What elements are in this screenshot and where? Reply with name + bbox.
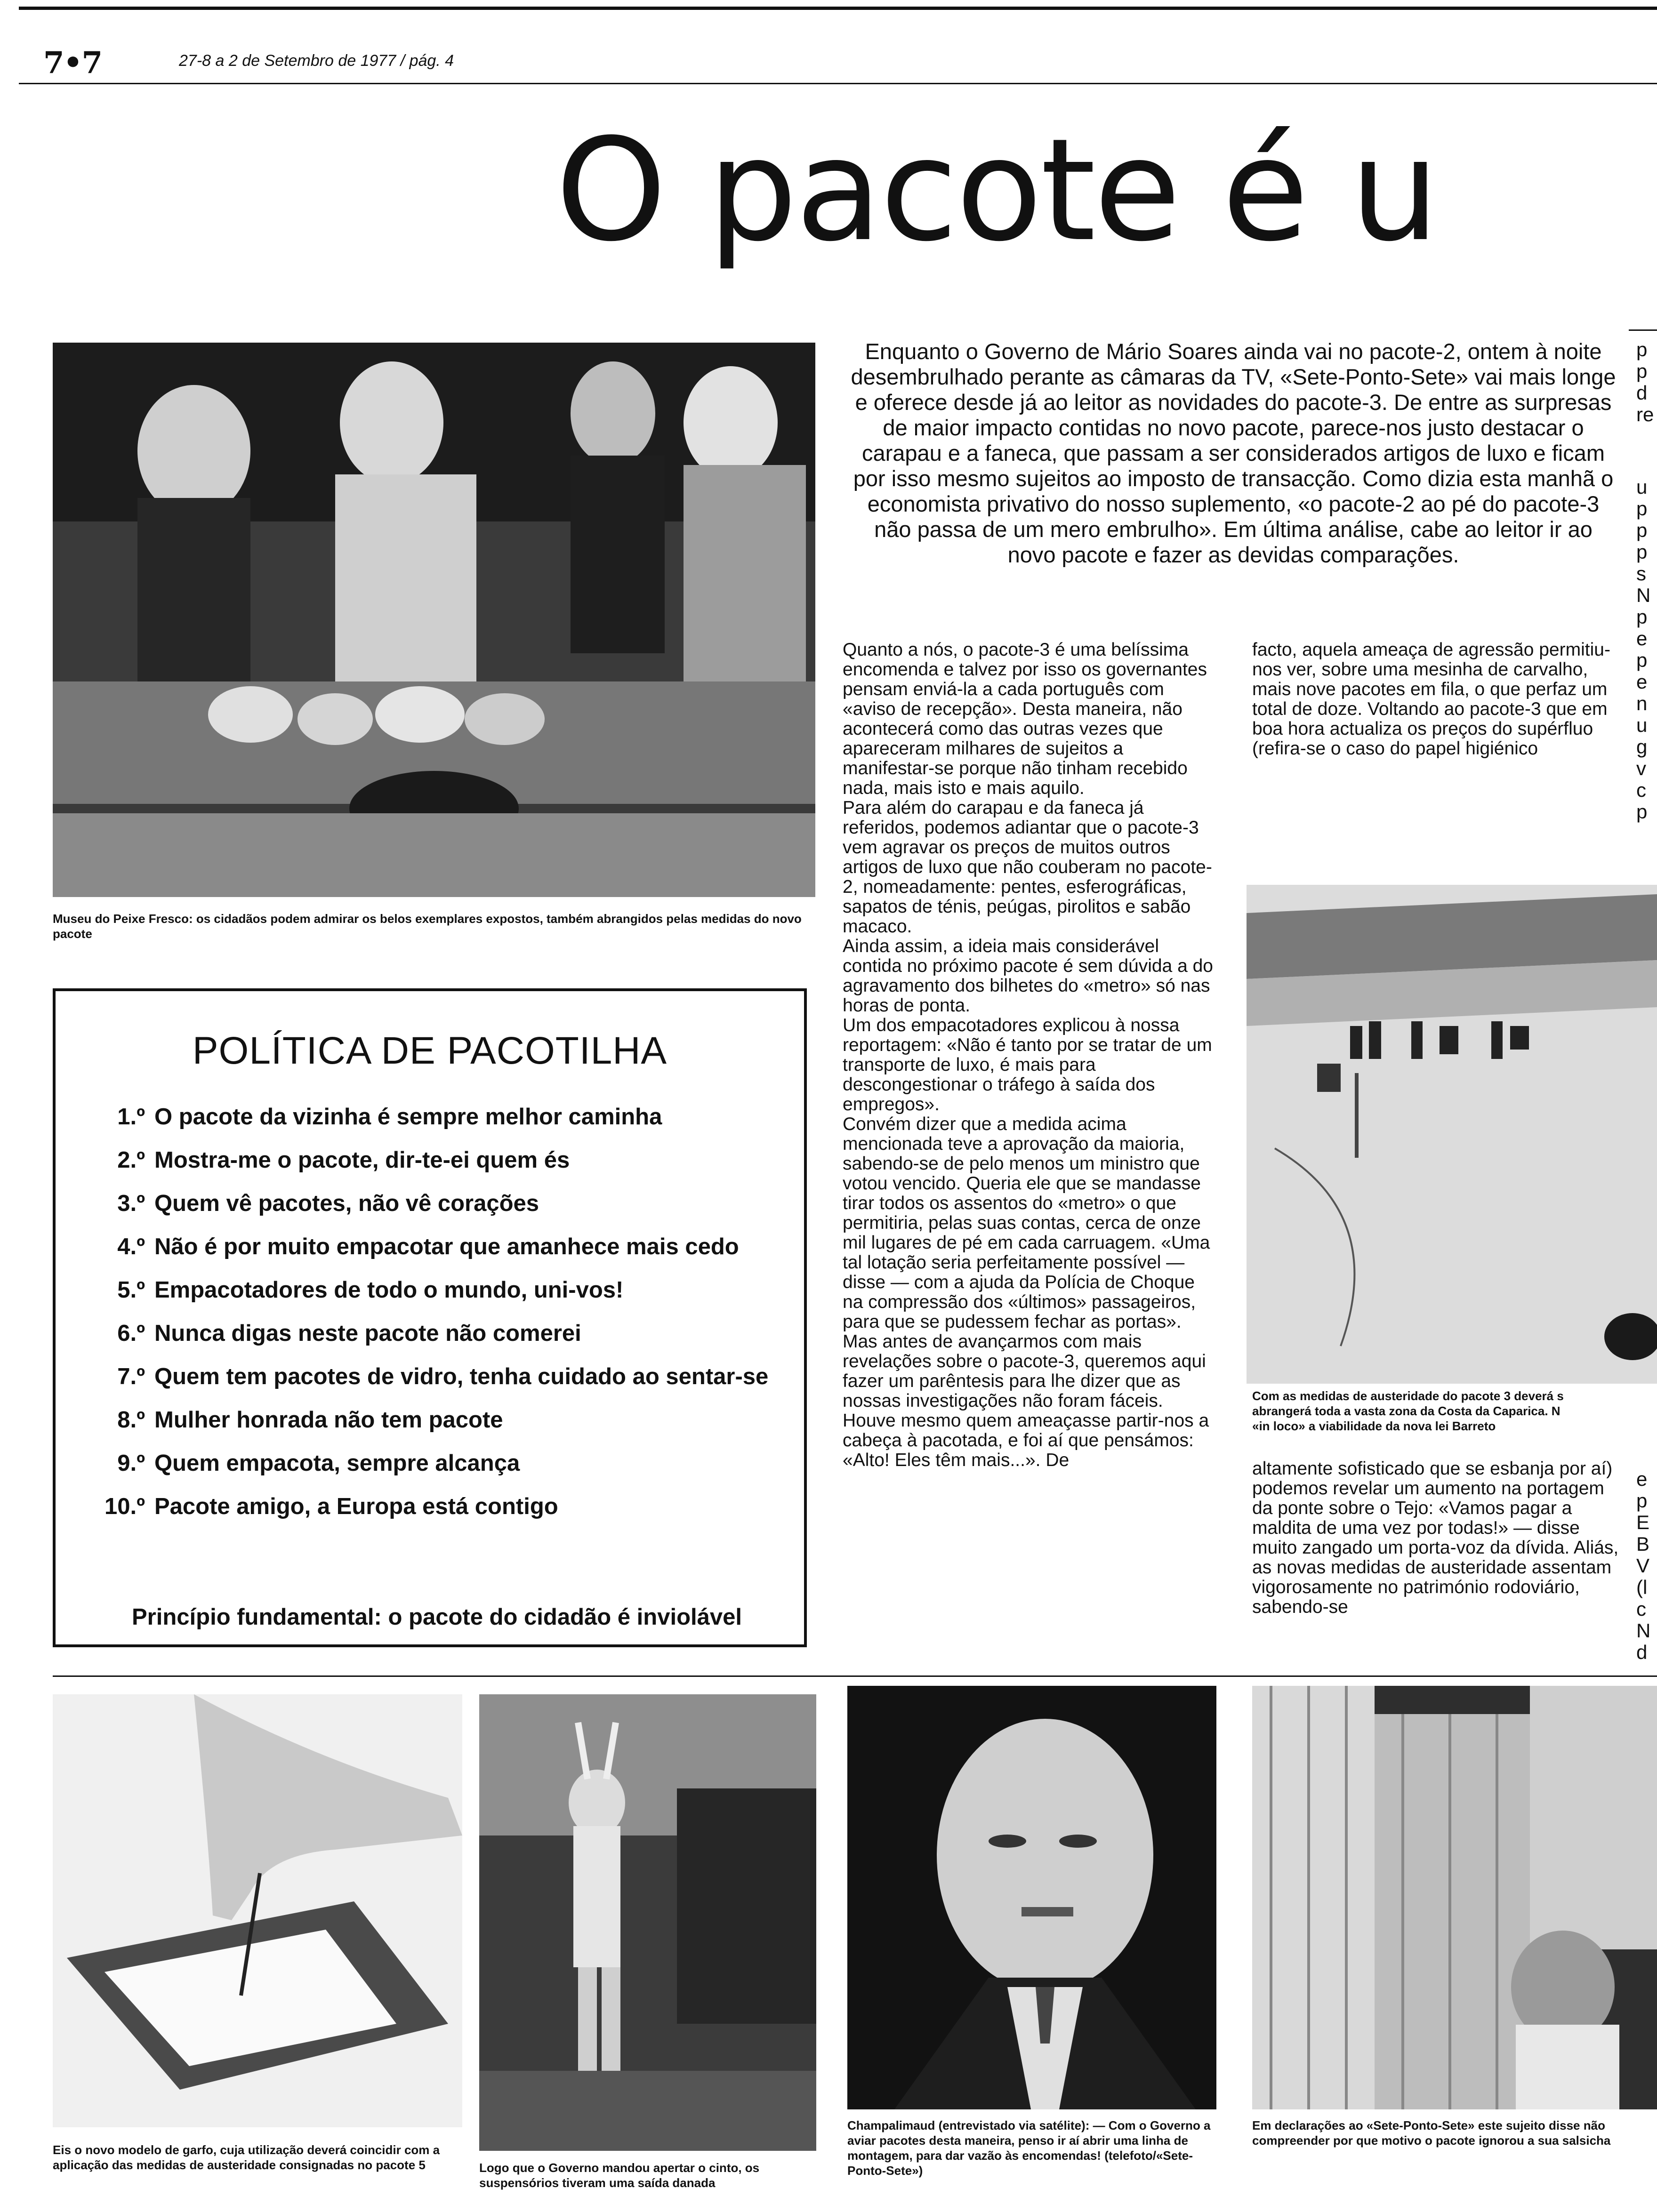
article-paragraph: Um dos empacotadores explicou à nossa reportagem: «Não é tanto por se tratar de um transporte de luxo, é mais para descongestionar o tráfego à saída dos empregos». [843,1015,1212,1114]
rule-number: 7.º [117,1364,145,1389]
article-column-2-top: facto, aquela ameaça de agressão permitiu-nos ver, sobre uma mesinha de carvalho, mais nove pacotes em fila, o que perfaz um total de doze. Voltando ao pacote-3 que em boa hora actualiza os preços do supérfluo (refira-se o caso do papel higiénico [1252,640,1610,759]
edge-letter: p [1636,497,1648,520]
edge-column-middle [1636,476,1657,823]
sausage-photo [1252,1686,1657,2109]
edge-letter: p [1636,360,1648,382]
rule-number: 4.º [117,1234,145,1259]
rule-text: Mostra-me o pacote, dir-te-ei quem és [154,1147,570,1173]
champalimaud-caption: Champalimaud (entrevistado via satélite): — Com o Governo a aviar pacotes desta maneira, penso ir aí abrir uma linha de montagem, para dar vazão às encomendas! (telefoto/«Sete-Ponto-Sete») [847,2118,1211,2178]
headline: O pacote é u [555,108,1438,272]
edge-letter: e [1636,671,1648,693]
box-title: POLÍTICA DE PACOTILHA [192,1029,668,1072]
rule-text: Não é por muito empacotar que amanhece mais cedo [154,1234,739,1259]
rule-number: 6.º [117,1321,145,1346]
edge-letter: (l [1636,1576,1648,1598]
edge-letter: V [1636,1555,1650,1577]
edge-letter: p [1636,519,1648,541]
beach-caption-line: Com as medidas de austeridade do pacote 3 deverá s [1252,1389,1564,1403]
article-column-2-bottom: altamente sofisticado que se esbanja por aí) podemos revelar um aumento na portagem da ponte sobre o Tejo: «Vamos pagar a maldita de uma vez por todas!» — disse muito zangado um porta-voz da dívida. Aliás, as novas medidas de austeridade assentam vigorosamente no património rodoviário, sabendo-se [1252,1459,1619,1617]
article-intro: Enquanto o Governo de Mário Soares ainda vai no pacote-2, ontem à noite desembrulhado perante as câmaras da TV, «Sete-Ponto-Sete» vai mais longe e oferece desde já ao leitor as novidades do pacote-3. De entre as surpresas de maior impacto contidas no novo pacote, parece-nos justo destacar o carapau e a faneca, que passam a ser considerados artigos de luxo e ficam por isso mesmo sujeitos ao imposto de transacção. Como dizia esta manhã o economista privativo do nosso suplemento, «o pacote-2 ao pé do pacote-3 não passa de um mero embrulho». Em última análise, cabe ao leitor ir ao novo pacote e fazer as devidas comparações. [851,339,1616,567]
bottom-row-rule [53,1675,1657,1677]
article-paragraph: Ainda assim, a ideia mais considerável contida no próximo pacote é sem dúvida a do agravamento dos bilhetes do «metro» só nas horas de ponta. [843,936,1213,1016]
edge-letter: u [1636,714,1648,736]
rule-text: O pacote da vizinha é sempre melhor caminha [154,1104,662,1130]
rule-list [93,1104,780,1537]
masthead-rule [19,83,1657,84]
edge-letter: d [1636,1641,1648,1663]
rule-text: Quem tem pacotes de vidro, tenha cuidado ao sentar-se [154,1364,769,1389]
rule-text: Nunca digas neste pacote não comerei [154,1321,581,1346]
rule-item [93,1321,780,1346]
rule-number: 5.º [117,1277,145,1303]
edge-rule [1629,329,1657,331]
edge-letter: B [1636,1533,1650,1555]
beach-caption-line: «in loco» a viabilidade da nova lei Barreto [1252,1419,1496,1433]
rule-text: Mulher honrada não tem pacote [154,1407,503,1433]
rule-number: 10.º [104,1494,145,1519]
rule-number: 9.º [117,1451,145,1476]
article-paragraph: Convém dizer que a medida acima mencionada teve a aprovação da maioria, sabendo-se de pelo menos um ministro que votou vencido. Queria ele que se mandasse tirar todos os assentos do «metro» o que permitiria, pelas suas contas, cerca de onze mil lugares de pé em cada carruagem. «Uma tal lotação seria perfeitamente possível — disse — com a ajuda da Polícia de Choque na compressão dos «últimos» passageiros, para que se pudessem fechar as portas». [843,1114,1210,1332]
rule-item [93,1494,780,1519]
article-column-1 [843,640,1219,1470]
rule-item [93,1234,780,1259]
edge-letter: c [1636,779,1646,801]
edge-column-bottom [1636,1468,1657,1663]
edge-letter: c [1636,1598,1646,1620]
edge-letter: p [1636,649,1648,671]
rule-item [93,1277,780,1303]
edge-letter: v [1636,757,1646,779]
article-paragraph: Quanto a nós, o pacote-3 é uma belíssima encomenda e talvez por isso os governantes pensam enviá-la a cada português com «aviso de recepção». Desta maneira, não acontecerá como das outras vezes que apareceram milhares de sujeitos a manifestar-se porque não tinham recebido nada, mais isto e mais aquilo. [843,640,1207,798]
rule-text: Quem vê pacotes, não vê corações [154,1191,539,1216]
principle-line: Princípio fundamental: o pacote do cidadão é inviolável [131,1604,742,1630]
edge-letter: p [1636,338,1648,361]
sausage-caption: Em declarações ao «Sete-Ponto-Sete» este sujeito disse não compreender por que motivo o pacote ignorou a sua salsicha [1252,2118,1611,2148]
edge-letter: u [1636,476,1648,498]
article-paragraph: Para além do carapau e da faneca já referidos, podemos adiantar que o pacote-3 vem agravar os preços de muitos outros artigos de luxo que não couberam no pacote-2, nomeadamente: pentes, esferográficas, sapatos de ténis, peúgas, pirolitos e sabão macaco. [843,798,1212,937]
rule-item [93,1191,780,1216]
champalimaud-photo [847,1686,1216,2109]
edge-letter: N [1636,584,1651,606]
edge-letter: p [1636,1490,1648,1512]
rule-item [93,1364,780,1389]
rule-text: Empacotadores de todo o mundo, uni-vos! [154,1277,624,1303]
suspenders-photo [479,1694,816,2151]
rule-number: 8.º [117,1407,145,1433]
rule-item [93,1104,780,1130]
edge-letter: N [1636,1619,1651,1642]
edge-letter: s [1636,562,1646,585]
fish-market-caption: Museu do Peixe Fresco: os cidadãos podem admirar os belos exemplares expostos, também abrangidos pelas medidas do novo pacote [53,912,802,941]
edge-letter: d [1636,382,1648,404]
edge-column-top [1636,339,1657,425]
fork-photo [53,1694,462,2127]
edge-letter: e [1636,1468,1648,1490]
rule-text: Quem empacota, sempre alcança [154,1451,520,1476]
newspaper-logo: 7•7 [43,45,102,80]
edge-letter: e [1636,627,1648,649]
politica-box [53,988,807,1647]
beach-caption-line: abrangerá toda a vasta zona da Costa da Caparica. N [1252,1404,1560,1418]
rule-item [93,1147,780,1173]
fork-caption: Eis o novo modelo de garfo, cuja utilização deverá coincidir com a aplicação das medidas de austeridade consignadas no pacote 5 [53,2143,440,2172]
edge-letter: p [1636,801,1648,823]
rule-number: 2.º [117,1147,145,1173]
beach-photo [1247,885,1657,1384]
issue-date: 27-8 a 2 de Setembro de 1977 / pág. 4 [179,52,454,70]
beach-caption [1252,1388,1657,1434]
rule-number: 1.º [117,1104,145,1130]
edge-letter: g [1636,736,1648,758]
edge-letter: re [1636,403,1654,425]
fish-market-photo [53,343,815,897]
rule-item [93,1451,780,1476]
rule-item [93,1407,780,1433]
edge-letter: p [1636,541,1648,563]
suspenders-caption: Logo que o Governo mandou apertar o cinto, os suspensórios tiveram uma saída danada [479,2161,760,2190]
rule-number: 3.º [117,1191,145,1216]
edge-letter: p [1636,606,1648,628]
rule-text: Pacote amigo, a Europa está contigo [154,1494,558,1519]
article-paragraph: Mas antes de avançarmos com mais revelações sobre o pacote-3, queremos aqui fazer um parêntesis para lhe dizer que as nossas investigações não foram fáceis. Houve mesmo quem ameaçasse partir-nos a cabeça à pacotada, e foi aí que pensámos: «Alto! Eles têm mais...». De [843,1331,1209,1470]
edge-letter: n [1636,692,1648,714]
top-rule [19,7,1657,10]
edge-letter: E [1636,1511,1650,1533]
